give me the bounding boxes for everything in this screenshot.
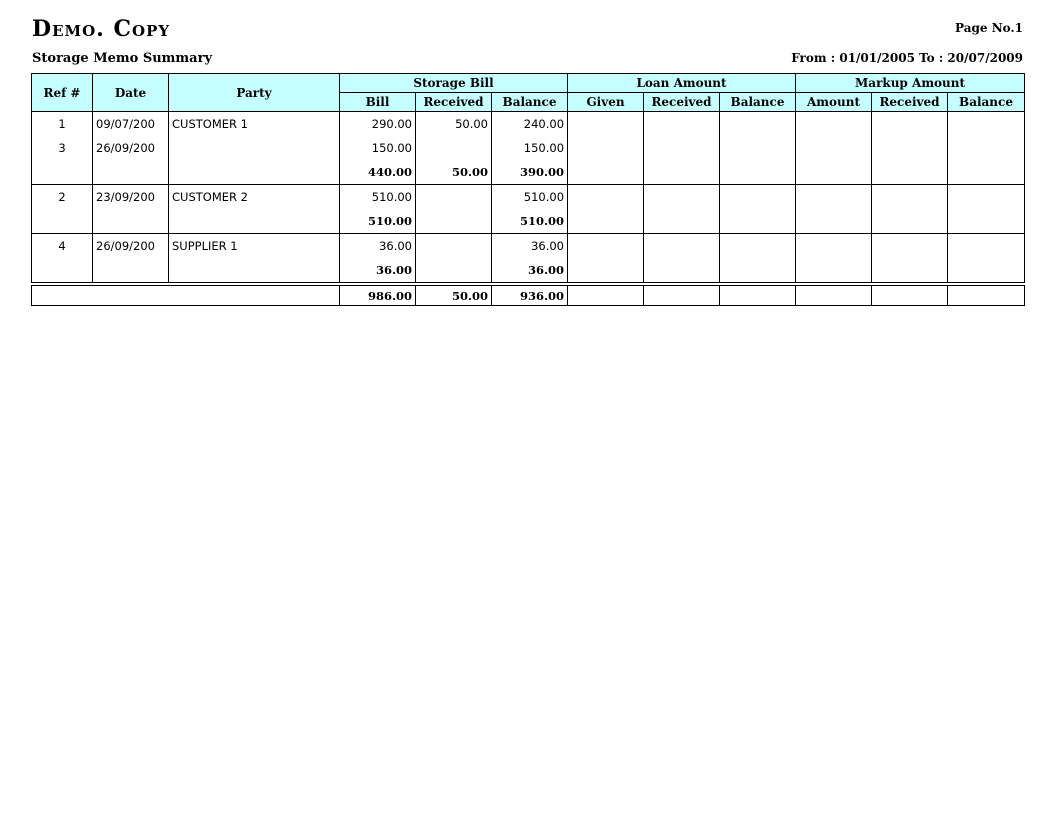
party-cell: SUPPLIER 1 [169, 234, 340, 259]
subtotal-bill: 36.00 [340, 258, 416, 283]
table-row [32, 136, 1025, 160]
subtotal-received [416, 258, 492, 283]
ref-cell: 4 [32, 234, 93, 259]
grand-total-balance: 936.00 [492, 286, 568, 306]
col-sb-balance-header: Balance [492, 93, 568, 112]
bill-cell: 150.00 [340, 136, 416, 160]
empty-cell [948, 209, 1025, 234]
empty-cell [93, 160, 169, 185]
subtotal-row [32, 258, 1025, 283]
empty-cell [872, 185, 948, 210]
empty-cell [796, 160, 872, 185]
empty-cell [644, 234, 720, 259]
subtotal-bill: 440.00 [340, 160, 416, 185]
col-ref-header: Ref # [32, 74, 93, 112]
date-cell: 26/09/200 [93, 234, 169, 259]
page-number: Page No.1 [955, 21, 1023, 35]
grand-total-label-cell [32, 286, 340, 306]
col-ma-balance-header: Balance [948, 93, 1025, 112]
empty-cell [644, 258, 720, 283]
empty-cell [720, 209, 796, 234]
bill-cell: 36.00 [340, 234, 416, 259]
subtotal-balance: 510.00 [492, 209, 568, 234]
empty-cell [568, 258, 644, 283]
date-cell: 09/07/200 [93, 112, 169, 137]
subtotal-bill: 510.00 [340, 209, 416, 234]
balance-cell: 240.00 [492, 112, 568, 137]
table-row [32, 185, 1025, 210]
empty-cell [169, 160, 340, 185]
empty-cell [568, 112, 644, 137]
empty-cell [872, 136, 948, 160]
empty-cell [872, 112, 948, 137]
party-cell: CUSTOMER 2 [169, 185, 340, 210]
subtotal-balance: 390.00 [492, 160, 568, 185]
empty-cell [948, 185, 1025, 210]
empty-cell [568, 185, 644, 210]
empty-cell [948, 160, 1025, 185]
received-cell [416, 185, 492, 210]
empty-cell [872, 286, 948, 306]
empty-cell [32, 160, 93, 185]
grand-total-row [32, 286, 1025, 306]
empty-cell [720, 160, 796, 185]
ref-cell: 2 [32, 185, 93, 210]
empty-cell [720, 112, 796, 137]
subtotal-received [416, 209, 492, 234]
grand-total-bill: 986.00 [340, 286, 416, 306]
col-date-header: Date [93, 74, 169, 112]
bill-cell: 290.00 [340, 112, 416, 137]
balance-cell: 510.00 [492, 185, 568, 210]
empty-cell [644, 136, 720, 160]
empty-cell [93, 209, 169, 234]
storage-memo-table [31, 73, 1025, 306]
date-cell: 23/09/200 [93, 185, 169, 210]
report-subtitle: Storage Memo Summary [32, 51, 213, 66]
empty-cell [872, 234, 948, 259]
empty-cell [796, 185, 872, 210]
empty-cell [644, 209, 720, 234]
col-la-balance-header: Balance [720, 93, 796, 112]
empty-cell [644, 160, 720, 185]
empty-cell [948, 136, 1025, 160]
empty-cell [32, 258, 93, 283]
empty-cell [872, 160, 948, 185]
empty-cell [796, 234, 872, 259]
empty-cell [796, 136, 872, 160]
received-cell [416, 234, 492, 259]
empty-cell [568, 160, 644, 185]
empty-cell [720, 286, 796, 306]
empty-cell [644, 286, 720, 306]
empty-cell [93, 258, 169, 283]
empty-cell [720, 258, 796, 283]
subtotal-row [32, 209, 1025, 234]
empty-cell [644, 185, 720, 210]
date-cell: 26/09/200 [93, 136, 169, 160]
col-sb-bill-header: Bill [340, 93, 416, 112]
subtotal-received: 50.00 [416, 160, 492, 185]
empty-cell [720, 136, 796, 160]
empty-cell [796, 258, 872, 283]
empty-cell [169, 209, 340, 234]
empty-cell [568, 286, 644, 306]
ref-cell: 1 [32, 112, 93, 137]
balance-cell: 36.00 [492, 234, 568, 259]
empty-cell [796, 209, 872, 234]
received-cell [416, 136, 492, 160]
empty-cell [568, 136, 644, 160]
empty-cell [872, 258, 948, 283]
col-la-received-header: Received [644, 93, 720, 112]
col-ma-amount-header: Amount [796, 93, 872, 112]
empty-cell [796, 112, 872, 137]
date-range: From : 01/01/2005 To : 20/07/2009 [791, 51, 1023, 65]
grand-total-received: 50.00 [416, 286, 492, 306]
empty-cell [568, 234, 644, 259]
subtotal-balance: 36.00 [492, 258, 568, 283]
subtotal-row [32, 160, 1025, 185]
empty-cell [720, 234, 796, 259]
table-row [32, 112, 1025, 137]
empty-cell [948, 234, 1025, 259]
balance-cell: 150.00 [492, 136, 568, 160]
empty-cell [169, 258, 340, 283]
party-cell: CUSTOMER 1 [169, 112, 340, 137]
empty-cell [720, 185, 796, 210]
col-sb-received-header: Received [416, 93, 492, 112]
empty-cell [644, 112, 720, 137]
loan-amount-header: Loan Amount [568, 74, 796, 93]
empty-cell [948, 286, 1025, 306]
empty-cell [948, 112, 1025, 137]
empty-cell [32, 209, 93, 234]
report-title: Demo. Copy [32, 16, 171, 42]
empty-cell [568, 209, 644, 234]
col-ma-received-header: Received [872, 93, 948, 112]
empty-cell [872, 209, 948, 234]
col-la-given-header: Given [568, 93, 644, 112]
storage-bill-header: Storage Bill [340, 74, 568, 93]
ref-cell: 3 [32, 136, 93, 160]
header-row-top [32, 74, 1025, 93]
bill-cell: 510.00 [340, 185, 416, 210]
table-row [32, 234, 1025, 259]
col-party-header: Party [169, 74, 340, 112]
empty-cell [796, 286, 872, 306]
markup-amount-header: Markup Amount [796, 74, 1025, 93]
received-cell: 50.00 [416, 112, 492, 137]
party-cell [169, 136, 340, 160]
empty-cell [948, 258, 1025, 283]
